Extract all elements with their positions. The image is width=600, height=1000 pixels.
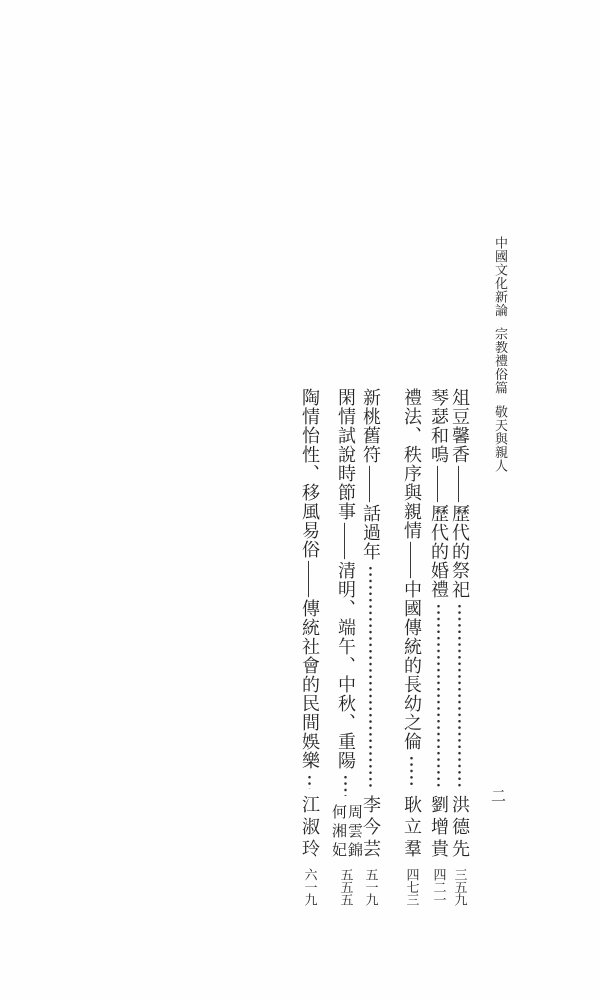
toc-entry xyxy=(449,388,470,905)
dot-leader xyxy=(308,774,311,789)
toc-entry-page-number: 五一九 xyxy=(363,867,379,905)
toc-entry xyxy=(401,388,422,905)
toc-entry-title: 陶情怡性、移風易俗 xyxy=(300,388,320,559)
toc-entry xyxy=(299,388,320,905)
toc-entry-author: 何湘妃 xyxy=(330,803,346,861)
running-title-series: 中國文化新論 xyxy=(493,236,508,317)
dot-leader xyxy=(458,603,461,789)
toc-entry-subtitle: 話過年 xyxy=(361,504,381,561)
running-title-book: 敬天與親人 xyxy=(493,404,508,472)
dot-leader xyxy=(437,603,440,789)
toc-entry-title: 閑情試說時節事 xyxy=(336,388,356,521)
toc-entry-page-number: 六一九 xyxy=(302,867,318,905)
toc-entry-dash: —— xyxy=(300,561,320,597)
toc-entry-dash: —— xyxy=(429,466,449,502)
toc-entry-page-number: 四七三 xyxy=(404,867,420,905)
toc-entry-page-number: 三五九 xyxy=(452,867,468,905)
toc-entry-subtitle: 清明、端午、中秋、重陽 xyxy=(336,561,356,770)
dot-leader xyxy=(344,774,347,796)
table-of-contents xyxy=(297,388,470,905)
dot-leader xyxy=(410,755,413,789)
toc-entry-authors xyxy=(329,804,362,861)
toc-entry xyxy=(428,388,449,905)
toc-entry-dash: —— xyxy=(336,523,356,559)
toc-entry-subtitle: 歷代的婚禮 xyxy=(429,504,449,599)
toc-entry-title: 俎豆馨香 xyxy=(450,388,470,464)
toc-entry-title: 琴瑟和鳴 xyxy=(429,388,449,464)
toc-entry-author: 江淑玲 xyxy=(300,794,320,861)
toc-entry-page-number: 四二一 xyxy=(431,867,447,905)
toc-entry-page-number: 五五五 xyxy=(338,867,354,905)
toc-entry-subtitle: 傳統社會的民間娛樂 xyxy=(300,599,320,770)
toc-entry xyxy=(330,388,362,905)
toc-entry-dash: —— xyxy=(450,466,470,502)
toc-entry-author: 李今芸 xyxy=(361,794,381,861)
folio-page-number: 二 xyxy=(491,789,507,805)
toc-entry-dash: —— xyxy=(402,542,422,578)
toc-entry-author: 劉增貴 xyxy=(429,794,449,861)
toc-entry-title: 禮法、秩序與親情 xyxy=(402,388,422,540)
toc-entry-subtitle: 歷代的祭祀 xyxy=(450,504,470,599)
toc-entry-author: 耿立羣 xyxy=(402,794,422,861)
toc-entry-subtitle: 中國傳統的長幼之倫 xyxy=(402,580,422,751)
running-title xyxy=(492,236,509,472)
running-title-volume: 宗教禮俗篇 xyxy=(493,327,508,395)
toc-entry-author: 洪德先 xyxy=(450,794,470,861)
dot-leader xyxy=(369,565,372,789)
toc-entry-title: 新桃舊符 xyxy=(361,388,381,464)
toc-entry-author: 周雲錦 xyxy=(346,803,362,861)
toc-entry xyxy=(360,388,381,905)
toc-entry-dash: —— xyxy=(361,466,381,502)
